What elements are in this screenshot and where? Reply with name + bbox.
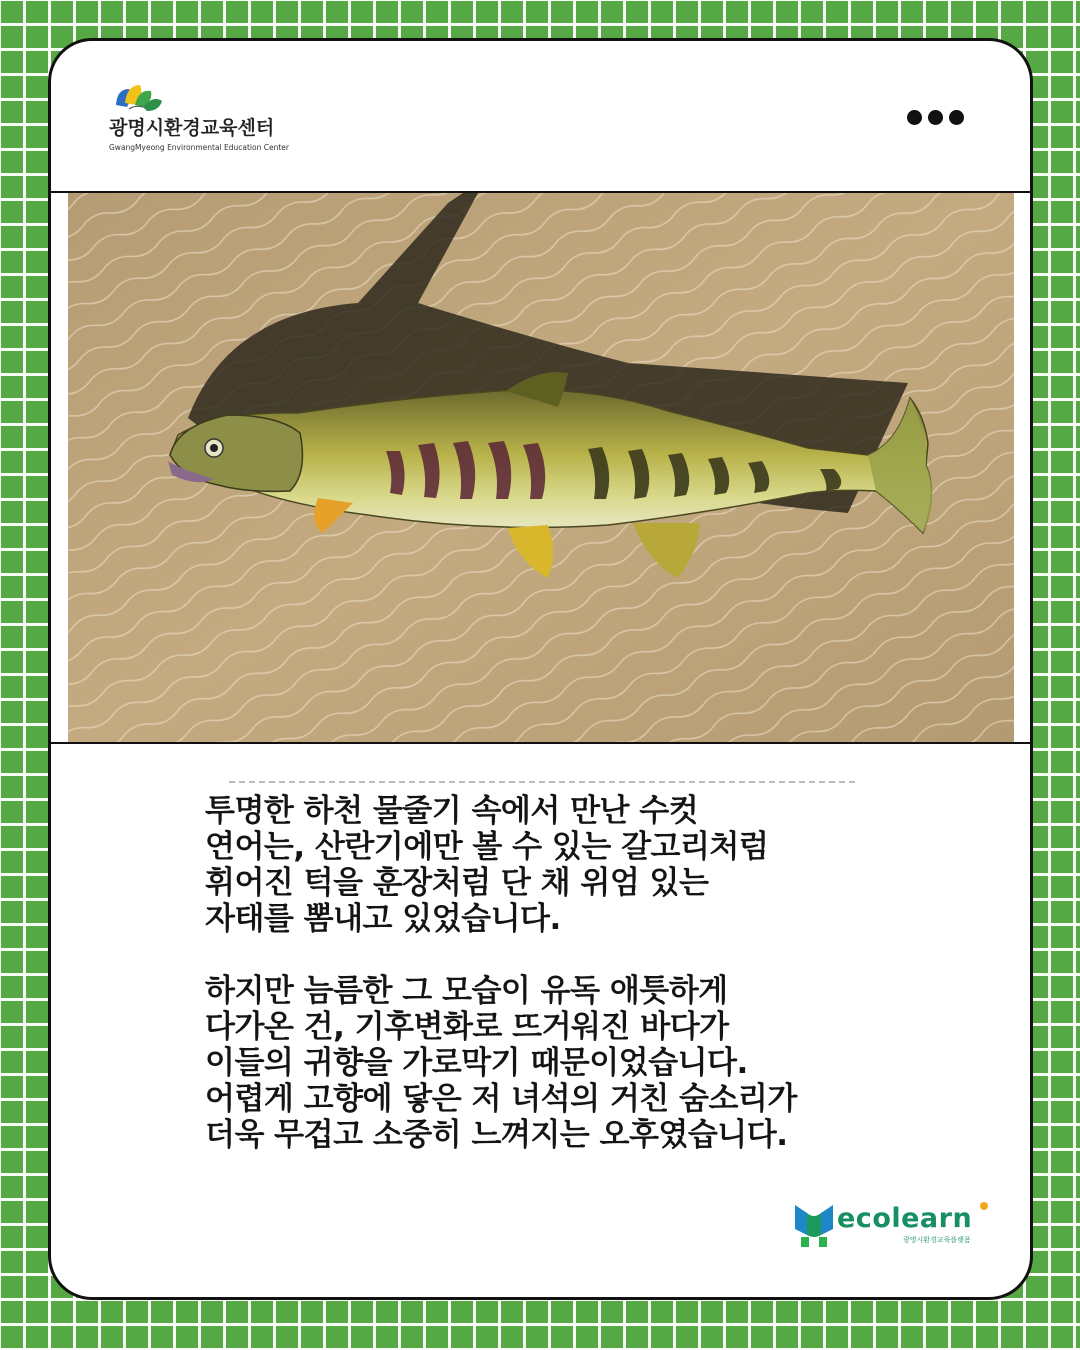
dashed-divider	[229, 781, 855, 783]
center-name: 광명시환경교육센터	[109, 117, 275, 139]
more-horizontal-icon[interactable]	[907, 110, 964, 125]
ecolearn-wordmark: ecolearn	[837, 1203, 973, 1234]
story-paragraph-2: 하지만 늠름한 그 모습이 유독 애틋하게 다가온 건, 기후변화로 뜨거워진 바다가 이들의 귀향을 가로막기 때문이었습니다. 어렵게 고향에 닿은 저 녀석의 거친 숨소리가 더욱 무겁고 소중히 느껴지는 오후였습니다.	[205, 973, 797, 1153]
ginkgo-leaf-logo-icon	[113, 83, 165, 115]
card-header	[51, 41, 1030, 191]
content-card	[48, 38, 1033, 1300]
ecolearn-book-icon	[793, 1199, 835, 1249]
menu-dot	[949, 110, 964, 125]
sun-dot-icon	[979, 1201, 989, 1211]
ecolearn-logo[interactable]	[793, 1199, 993, 1251]
menu-dot	[928, 110, 943, 125]
center-name-english: GwangMyeong Environmental Education Center	[109, 143, 289, 152]
story-paragraph-1: 투명한 하천 물줄기 속에서 만난 수컷 연어는, 산란기에만 볼 수 있는 갈고리처럼 휘어진 턱을 훈장처럼 단 채 위엄 있는 자태를 뽐내고 있었습니다.	[205, 793, 769, 937]
photo-frame	[51, 191, 1030, 744]
story-text	[205, 793, 925, 1153]
menu-dot	[907, 110, 922, 125]
ecolearn-subtitle: 광명시환경교육플랫폼	[903, 1236, 971, 1244]
salmon-photo	[68, 193, 1014, 742]
center-logo[interactable]	[109, 83, 349, 163]
